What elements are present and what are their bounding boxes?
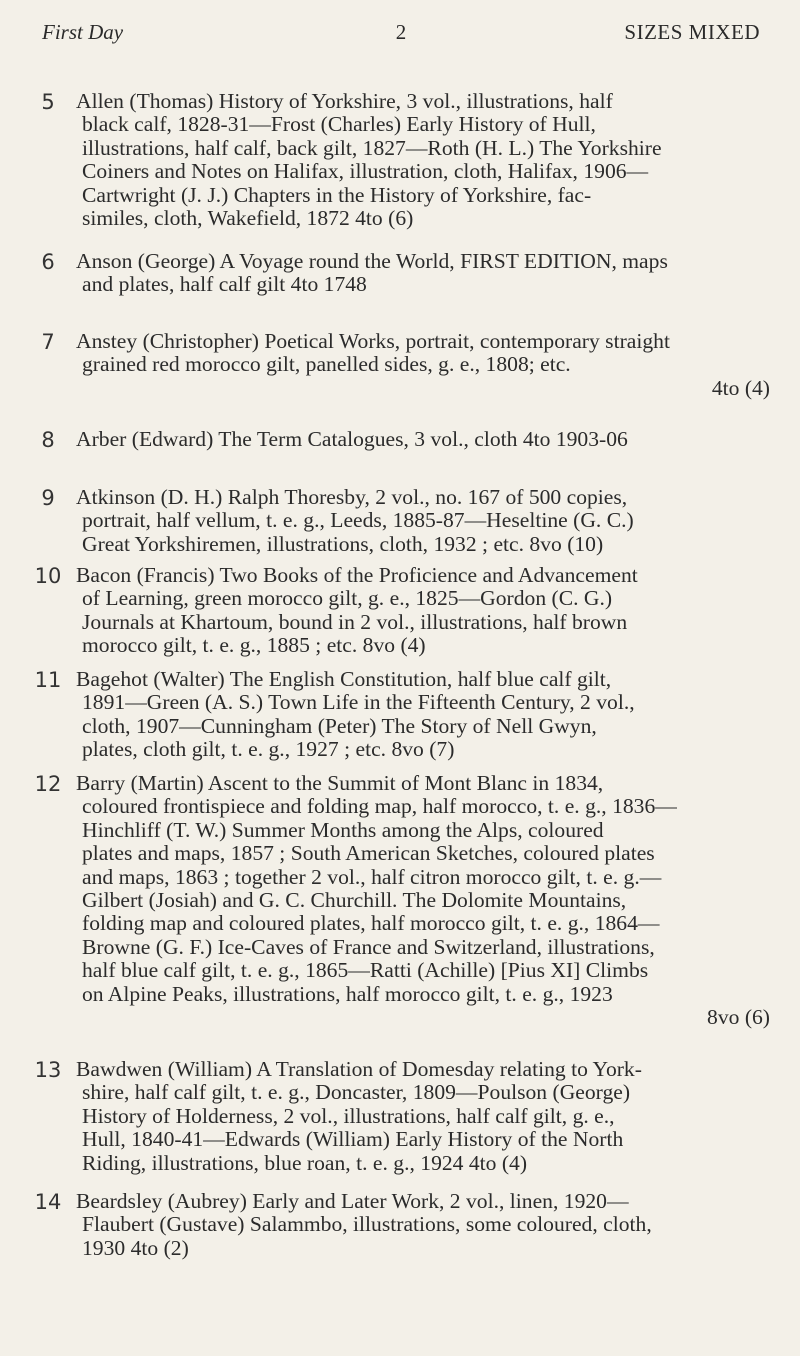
lot-line: Arber (Edward) The Term Catalogues, 3 vol., cloth 4to 1903-06 (76, 427, 628, 451)
lot-description (76, 249, 782, 297)
lot-description (76, 667, 782, 762)
lot-line: Gilbert (Josiah) and G. C. Churchill. The Dolomite Mountains, (82, 888, 627, 913)
lot-line: plates and maps, 1857 ; South American Sketches, coloured plates (82, 841, 655, 866)
lot-line: Great Yorkshiremen, illustrations, cloth, 1932 ; etc. 8vo (10) (82, 531, 604, 556)
lot-line: similes, cloth, Wakefield, 1872 4to (6) (82, 206, 414, 231)
lot-line: Allen (Thomas) History of Yorkshire, 3 vol., illustrations, half (76, 89, 613, 113)
lot-line: 1930 4to (2) (82, 1235, 189, 1260)
lot-line: Journals at Khartoum, bound in 2 vol., illustrations, half brown (82, 609, 628, 634)
lot-description (76, 563, 782, 658)
lot-line: Riding, illustrations, blue roan, t. e. g., 1924 4to (4) (82, 1150, 528, 1175)
lot-line: plates, cloth gilt, t. e. g., 1927 ; etc. 8vo (7) (82, 737, 455, 762)
lot-description (76, 89, 782, 231)
lot-description (76, 329, 782, 400)
lot-description (76, 1189, 782, 1260)
lot-description (76, 771, 782, 1030)
lot-line: Bacon (Francis) Two Books of the Proficience and Advancement (76, 563, 638, 587)
lot-line: 4to (4) (711, 375, 770, 400)
lot-number: 5 (41, 90, 55, 114)
lot-line: Beardsley (Aubrey) Early and Later Work, 2 vol., linen, 1920— (76, 1189, 629, 1213)
lot-line: Hinchliff (T. W.) Summer Months among the Alps, coloured (82, 817, 604, 842)
lot-description (76, 1057, 782, 1175)
lot-line: of Learning, green morocco gilt, g. e., 1825—Gordon (C. G.) (82, 586, 613, 611)
lot-line: Barry (Martin) Ascent to the Summit of Mont Blanc in 1834, (76, 771, 604, 795)
lot-line: Atkinson (D. H.) Ralph Thoresby, 2 vol., no. 167 of 500 copies, (76, 485, 628, 509)
lot-line: on Alpine Peaks, illustrations, half morocco gilt, t. e. g., 1923 (82, 981, 613, 1006)
lot-line: Anstey (Christopher) Poetical Works, portrait, contemporary straight (76, 329, 670, 353)
lot-description (76, 485, 782, 556)
lot-line: Coiners and Notes on Halifax, illustration, cloth, Halifax, 1906— (82, 159, 649, 184)
lot-number: 11 (34, 668, 62, 692)
lot-line: illustrations, half calf, back gilt, 1827—Roth (H. L.) The Yorkshire (82, 135, 662, 160)
header-section: SIZES MIXED (624, 20, 760, 44)
lot-line: and maps, 1863 ; together 2 vol., half citron morocco gilt, t. e. g.— (82, 864, 662, 889)
lot-line: grained red morocco gilt, panelled sides, g. e., 1808; etc. (82, 352, 571, 377)
lot-description (76, 427, 782, 451)
lot-line: black calf, 1828-31—Frost (Charles) Early History of Hull, (82, 112, 596, 137)
header-day: First Day (42, 20, 124, 44)
lot-line: cloth, 1907—Cunningham (Peter) The Story of Nell Gwyn, (82, 713, 597, 738)
lot-number: 14 (34, 1190, 62, 1214)
page-number: 2 (395, 20, 407, 44)
lot-line: Browne (G. F.) Ice-Caves of France and Switzerland, illustrations, (82, 934, 655, 959)
lot-line: 8vo (6) (707, 1005, 770, 1030)
lot-line: 1891—Green (A. S.) Town Life in the Fifteenth Century, 2 vol., (82, 690, 635, 715)
lot-line: portrait, half vellum, t. e. g., Leeds, 1885-87—Heseltine (G. C.) (82, 508, 634, 533)
lot-line: morocco gilt, t. e. g., 1885 ; etc. 8vo (4) (82, 633, 426, 658)
lot-number: 10 (34, 564, 62, 588)
lot-line: Hull, 1840-41—Edwards (William) Early History of the North (82, 1127, 624, 1152)
lot-number: 6 (41, 250, 55, 274)
lot-number: 7 (41, 330, 55, 354)
lot-line: Cartwright (J. J.) Chapters in the History of Yorkshire, fac- (82, 182, 592, 207)
lot-line: folding map and coloured plates, half morocco gilt, t. e. g., 1864— (82, 911, 660, 936)
lot-line: half blue calf gilt, t. e. g., 1865—Ratti (Achille) [Pius XI] Climbs (82, 958, 649, 983)
lot-line: History of Holderness, 2 vol., illustrations, half calf gilt, g. e., (82, 1103, 615, 1128)
lot-line: and plates, half calf gilt 4to 1748 (82, 272, 367, 297)
lot-line: Anson (George) A Voyage round the World, FIRST EDITION, maps (76, 249, 668, 273)
lot-line: Flaubert (Gustave) Salammbo, illustrations, some coloured, cloth, (82, 1212, 652, 1237)
lot-number: 13 (34, 1058, 62, 1082)
lot-number: 12 (34, 772, 62, 796)
lot-number: 8 (41, 428, 55, 452)
lot-line: Bagehot (Walter) The English Constitution, half blue calf gilt, (76, 667, 612, 691)
lot-line: coloured frontispiece and folding map, half morocco, t. e. g., 1836— (82, 794, 677, 819)
lot-number: 9 (41, 486, 55, 510)
lot-line: shire, half calf gilt, t. e. g., Doncaster, 1809—Poulson (George) (82, 1080, 631, 1105)
page-header (42, 20, 760, 60)
lot-line: Bawdwen (William) A Translation of Domesday relating to York- (76, 1057, 642, 1081)
